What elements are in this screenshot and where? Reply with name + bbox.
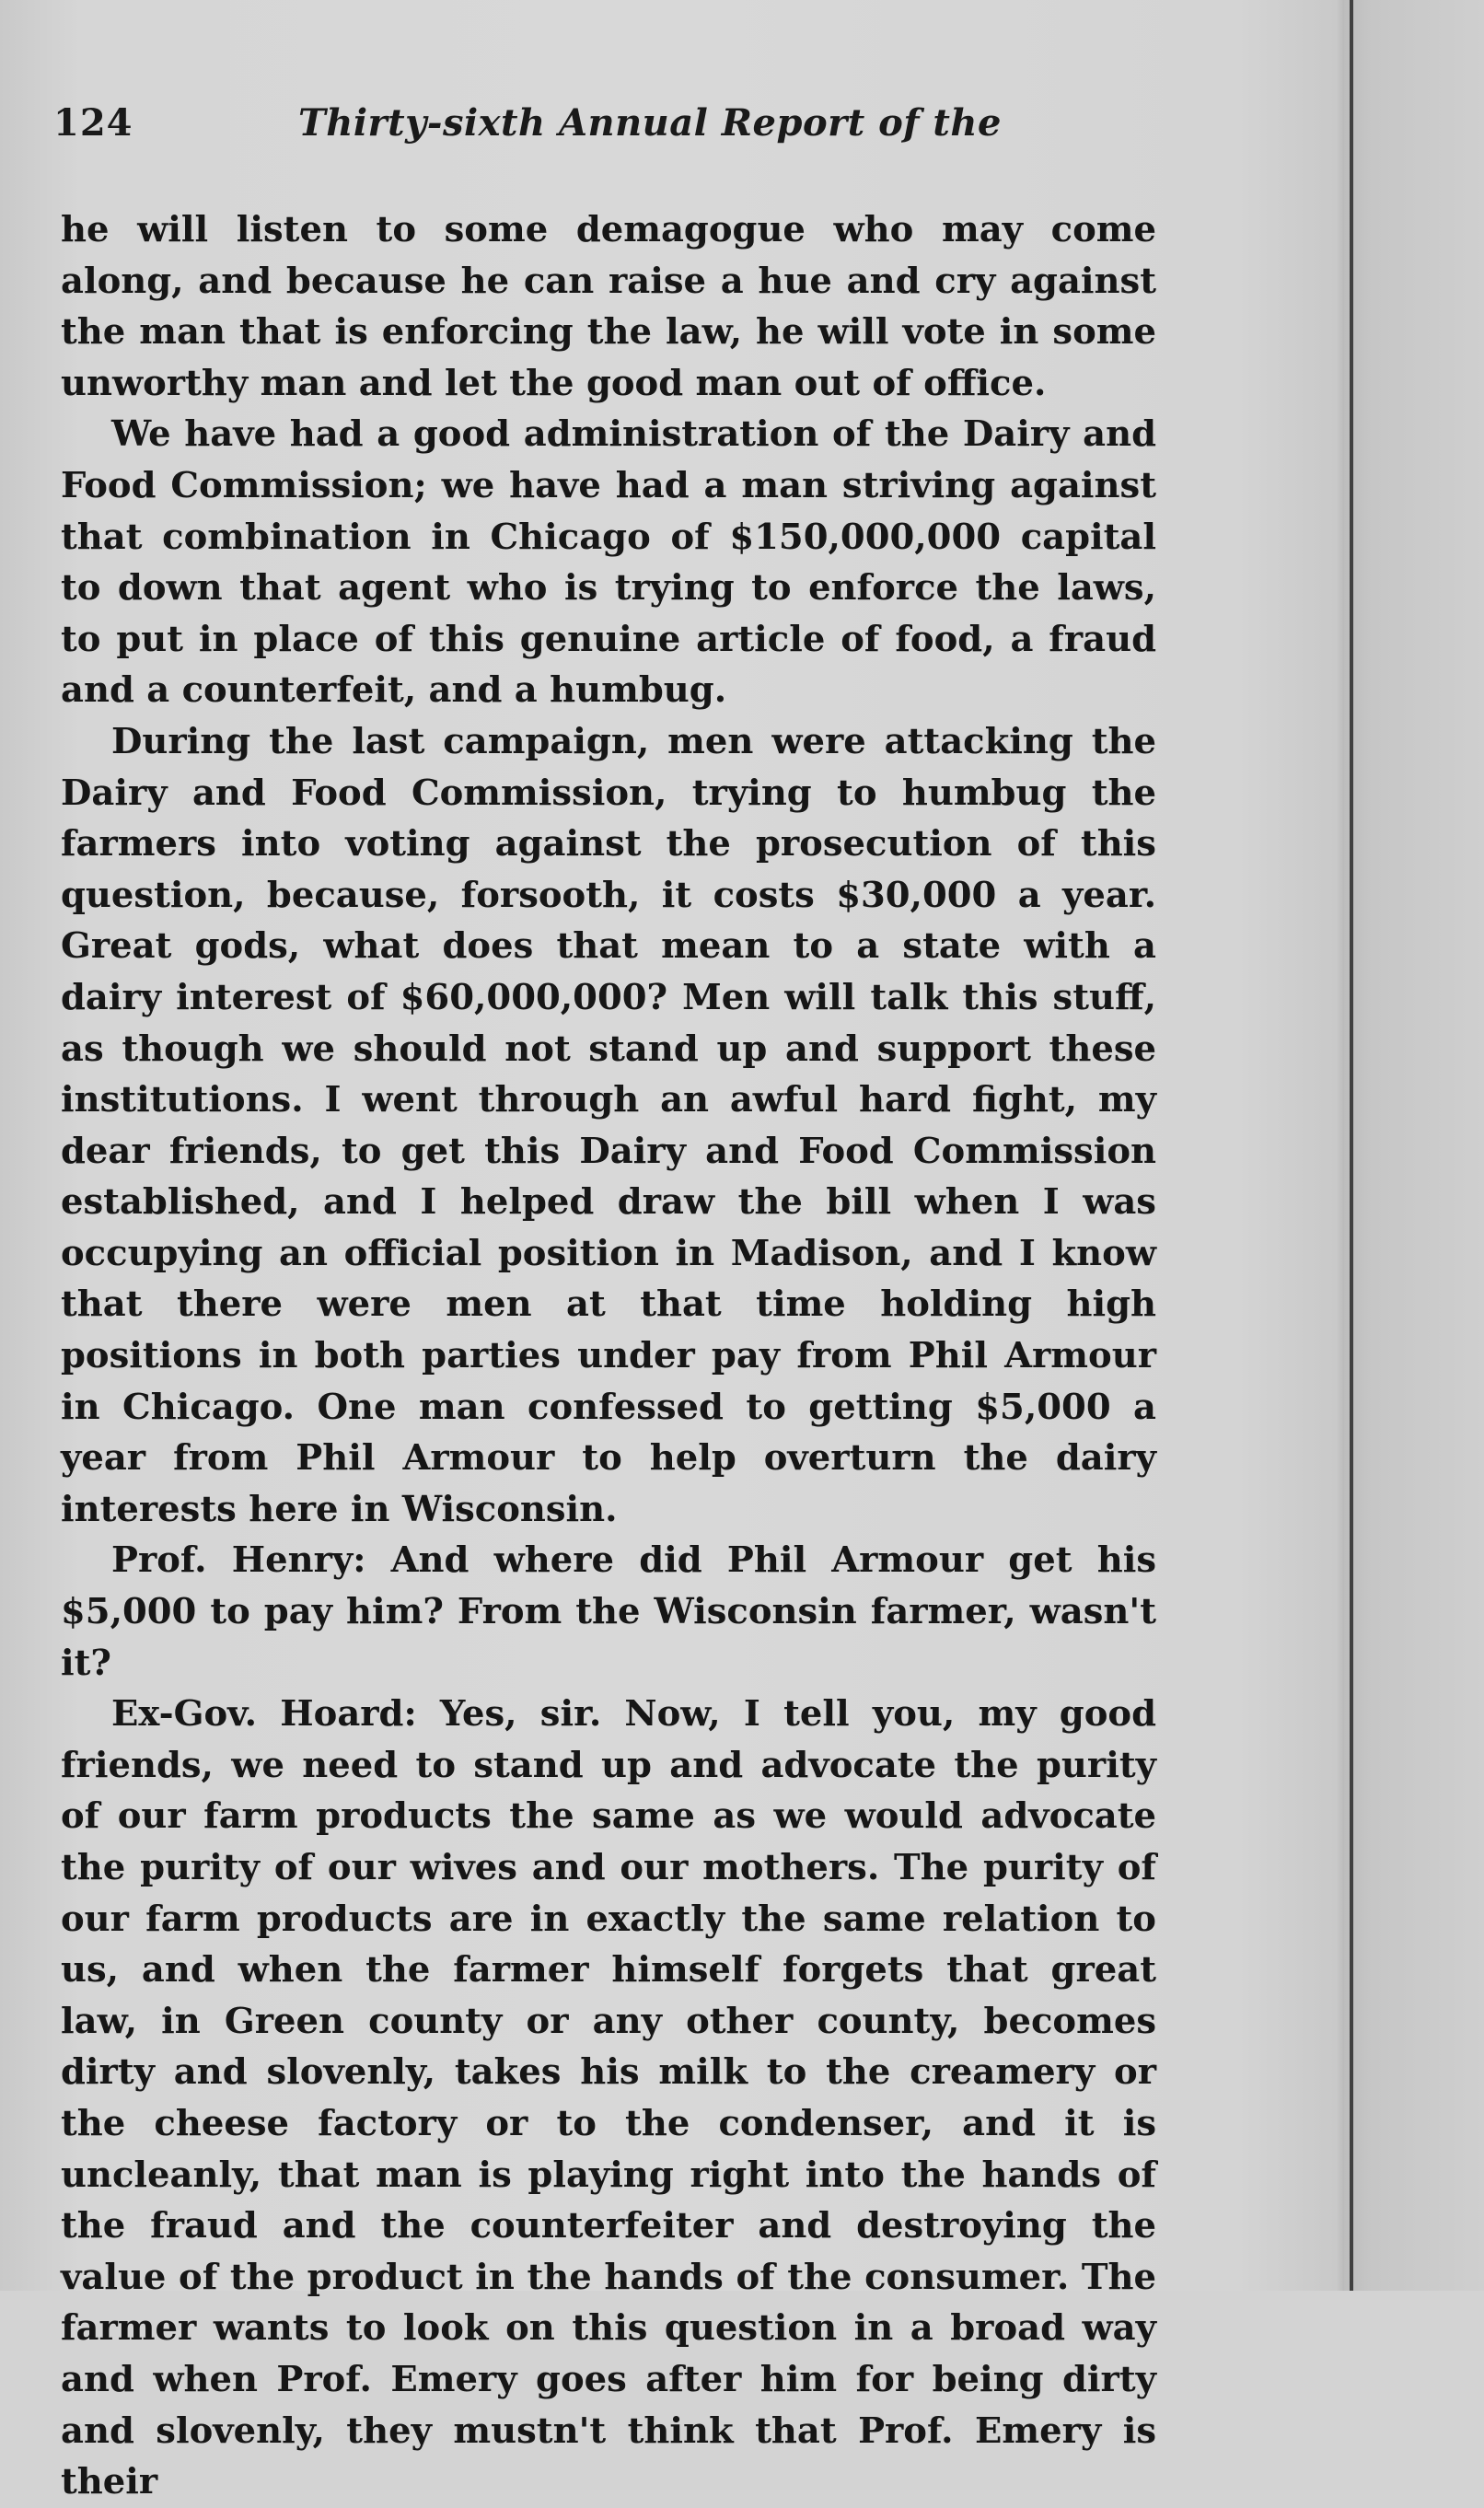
paragraph-2: We have had a good administration of the Dairy and Food Commission; we have had a man striving against that combination in Chicago of $150,000,000 capital to down that agent who is trying to enforce the laws, to put in place of this genuine article of food, a fraud and a counterfeit, and a humbug.	[61, 413, 1156, 712]
paragraph-4: Prof. Henry: And where did Phil Armour get his $5,000 to pay him? From the Wisconsin farmer, wasn't it?	[61, 1539, 1156, 1684]
running-head: Thirty-sixth Annual Report of the	[298, 101, 1002, 145]
page-fold-line	[1350, 0, 1353, 2291]
paragraph-5: Ex-Gov. Hoard: Yes, sir. Now, I tell you, my good friends, we need to stand up and advocate the purity of our farm products the same as we would advocate the purity of our wives and our mothers. The purity of our farm products are in exactly the same relation to us, and when the farmer himself forgets that great law, in Green county or any other county, becomes dirty and slovenly, takes his milk to the creamery or the cheese factory or to the condenser, and it is uncleanly, that man is playing right into the hands of the fraud and the counterfeiter and destroying the value of the product in the hands of the consumer. The farmer wants to look on this question in a broad way and when Prof. Emery goes after him for being dirty and slovenly, they mustn't think that Prof. Emery is their	[61, 1693, 1156, 2503]
paragraph-1: he will listen to some demagogue who may come along, and because he can raise a hue and cry against the man that is enforcing the law, he will vote in some unworthy man and let the good man out of office.	[61, 209, 1156, 404]
paragraph-3: During the last campaign, men were attacking the Dairy and Food Commission, trying to humbug the farmers into voting against the prosecution of this question, because, forsooth, it costs $30,000 a year. Great gods, what does that mean to a state with a dairy interest of $60,000,000? Men will talk this stuff, as though we should not stand up and support these institutions. I went through an awful hard fight, my dear friends, to get this Dairy and Food Commission established, and I helped draw the bill when I was occupying an official position in Madison, and I know that there were men at that time holding high positions in both parties under pay from Phil Armour in Chicago. One man confessed to getting $5,000 a year from Phil Armour to help overturn the dairy interests here in Wisconsin.	[61, 720, 1156, 1530]
book-gutter	[1344, 0, 1484, 2291]
page-header	[53, 101, 1195, 157]
page-number: 124	[53, 101, 133, 145]
body-text	[61, 204, 1156, 2508]
